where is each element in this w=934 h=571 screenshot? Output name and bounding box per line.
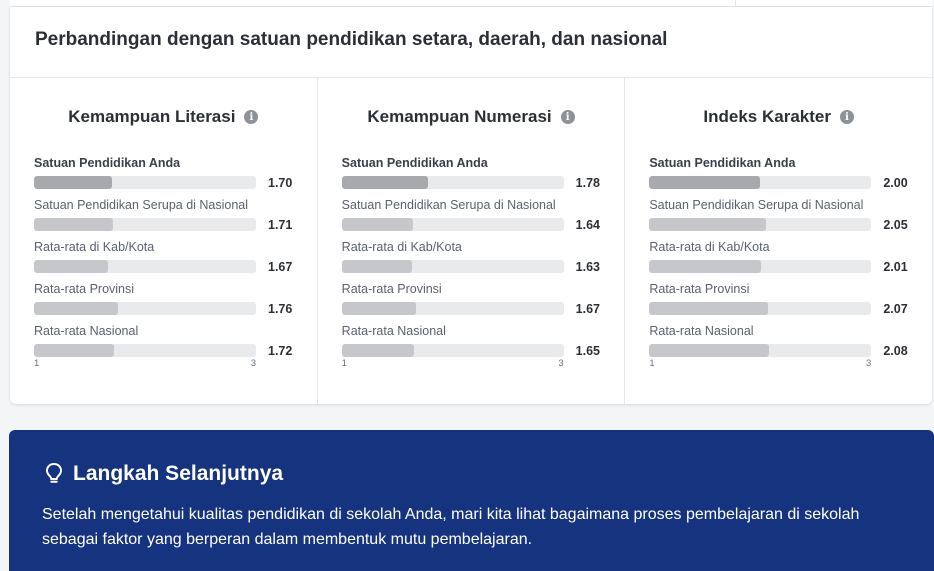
bar-fill	[649, 218, 766, 231]
row-value: 1.72	[268, 344, 293, 358]
row-label: Rata-rata di Kab/Kota	[34, 240, 155, 254]
bar-rows	[625, 156, 932, 366]
row-value: 1.70	[268, 176, 293, 190]
comparison-row	[342, 240, 625, 282]
row-value: 2.08	[883, 344, 908, 358]
row-label: Rata-rata Nasional	[649, 324, 754, 338]
comparison-row	[34, 156, 317, 198]
bar-fill	[342, 260, 412, 273]
bar-track	[34, 302, 256, 315]
column-title: Indeks Karakter	[703, 107, 831, 126]
scale-min-label: 1	[649, 358, 655, 369]
bar-track	[649, 218, 871, 231]
bar-track	[342, 176, 564, 189]
bar-fill	[649, 260, 761, 273]
comparison-column	[625, 78, 932, 404]
scale-axis	[342, 358, 564, 370]
comparison-row	[649, 198, 932, 240]
column-title: Kemampuan Literasi	[68, 107, 236, 126]
next-steps-header	[45, 462, 283, 486]
row-value: 1.67	[575, 302, 601, 316]
bar-track	[34, 218, 256, 231]
comparison-row	[34, 240, 317, 282]
scale-min-label: 1	[341, 358, 347, 369]
row-value: 2.01	[883, 260, 908, 274]
row-label: Rata-rata Provinsi	[341, 282, 442, 296]
row-label: Rata-rata Provinsi	[649, 282, 750, 296]
scale-max-label: 3	[250, 358, 256, 369]
previous-section-edge	[10, 0, 932, 7]
row-label: Satuan Pendidikan Anda	[649, 156, 796, 170]
row-label: Rata-rata Nasional	[34, 324, 139, 338]
row-value: 1.64	[575, 218, 601, 232]
bar-fill	[34, 344, 114, 357]
row-value: 1.78	[575, 176, 601, 190]
bar-track	[649, 176, 871, 189]
bar-fill	[34, 218, 113, 231]
bar-track	[342, 302, 564, 315]
column-header	[10, 78, 317, 156]
comparison-row	[649, 156, 932, 198]
scale-axis	[34, 358, 256, 370]
lightbulb-icon	[45, 462, 63, 486]
comparison-row	[342, 156, 625, 198]
bar-fill	[34, 176, 112, 189]
bar-fill	[342, 176, 429, 189]
row-value: 1.63	[575, 260, 601, 274]
comparison-row	[649, 240, 932, 282]
next-steps-banner	[9, 430, 934, 571]
row-label: Rata-rata di Kab/Kota	[341, 240, 462, 254]
bar-fill	[342, 218, 413, 231]
column-header	[318, 78, 625, 156]
comparison-row	[34, 198, 317, 240]
comparison-card	[10, 7, 932, 404]
column-title: Kemampuan Numerasi	[367, 107, 552, 126]
comparison-column	[10, 78, 318, 404]
row-label: Satuan Pendidikan Serupa di Nasional	[649, 198, 864, 212]
bar-fill	[342, 344, 414, 357]
row-label: Rata-rata Nasional	[341, 324, 446, 338]
bar-fill	[34, 260, 108, 273]
bar-track	[649, 302, 871, 315]
bar-fill	[649, 344, 769, 357]
bar-track	[342, 344, 564, 357]
bar-track	[34, 260, 256, 273]
row-label: Satuan Pendidikan Serupa di Nasional	[341, 198, 556, 212]
comparison-row	[342, 198, 625, 240]
row-label: Rata-rata di Kab/Kota	[649, 240, 770, 254]
info-icon[interactable]: i	[840, 110, 854, 124]
row-value: 1.71	[268, 218, 293, 232]
bar-track	[649, 344, 871, 357]
comparison-row	[649, 282, 932, 324]
row-value: 1.67	[268, 260, 293, 274]
row-label: Satuan Pendidikan Anda	[34, 156, 181, 170]
bar-fill	[34, 302, 118, 315]
row-value: 2.00	[883, 176, 908, 190]
row-value: 2.05	[883, 218, 908, 232]
scale-min-label: 1	[34, 358, 40, 369]
comparison-row	[342, 282, 625, 324]
row-value: 2.07	[883, 302, 908, 316]
row-value: 1.65	[575, 344, 601, 358]
row-label: Rata-rata Provinsi	[34, 282, 135, 296]
scale-axis	[649, 358, 871, 370]
bar-fill	[342, 302, 416, 315]
comparison-columns	[10, 78, 932, 404]
bar-rows	[10, 156, 317, 366]
bar-track	[34, 344, 256, 357]
comparison-column	[318, 78, 626, 404]
next-steps-title: Langkah Selanjutnya	[73, 462, 284, 485]
bar-fill	[649, 302, 768, 315]
comparison-card-header	[10, 7, 932, 78]
info-icon[interactable]: i	[561, 110, 575, 124]
info-icon[interactable]: i	[244, 110, 258, 124]
column-header	[625, 78, 932, 156]
row-label: Satuan Pendidikan Serupa di Nasional	[34, 198, 249, 212]
next-steps-text: Setelah mengetahui kualitas pendidikan di sekolah Anda, mari kita lihat bagaimana proses pembelajaran di sekolah sebagai faktor yang berperan dalam membentuk mutu pembelajaran.	[42, 506, 860, 548]
row-value: 1.76	[268, 302, 293, 316]
bar-track	[649, 260, 871, 273]
bar-track	[342, 218, 564, 231]
bar-track	[34, 176, 256, 189]
scale-max-label: 3	[866, 358, 872, 369]
bar-rows	[318, 156, 625, 366]
bar-track	[342, 260, 564, 273]
comparison-title: Perbandingan dengan satuan pendidikan setara, daerah, dan nasional	[35, 29, 668, 50]
comparison-row	[34, 282, 317, 324]
bar-fill	[649, 176, 760, 189]
row-label: Satuan Pendidikan Anda	[341, 156, 488, 170]
scale-max-label: 3	[558, 358, 564, 369]
